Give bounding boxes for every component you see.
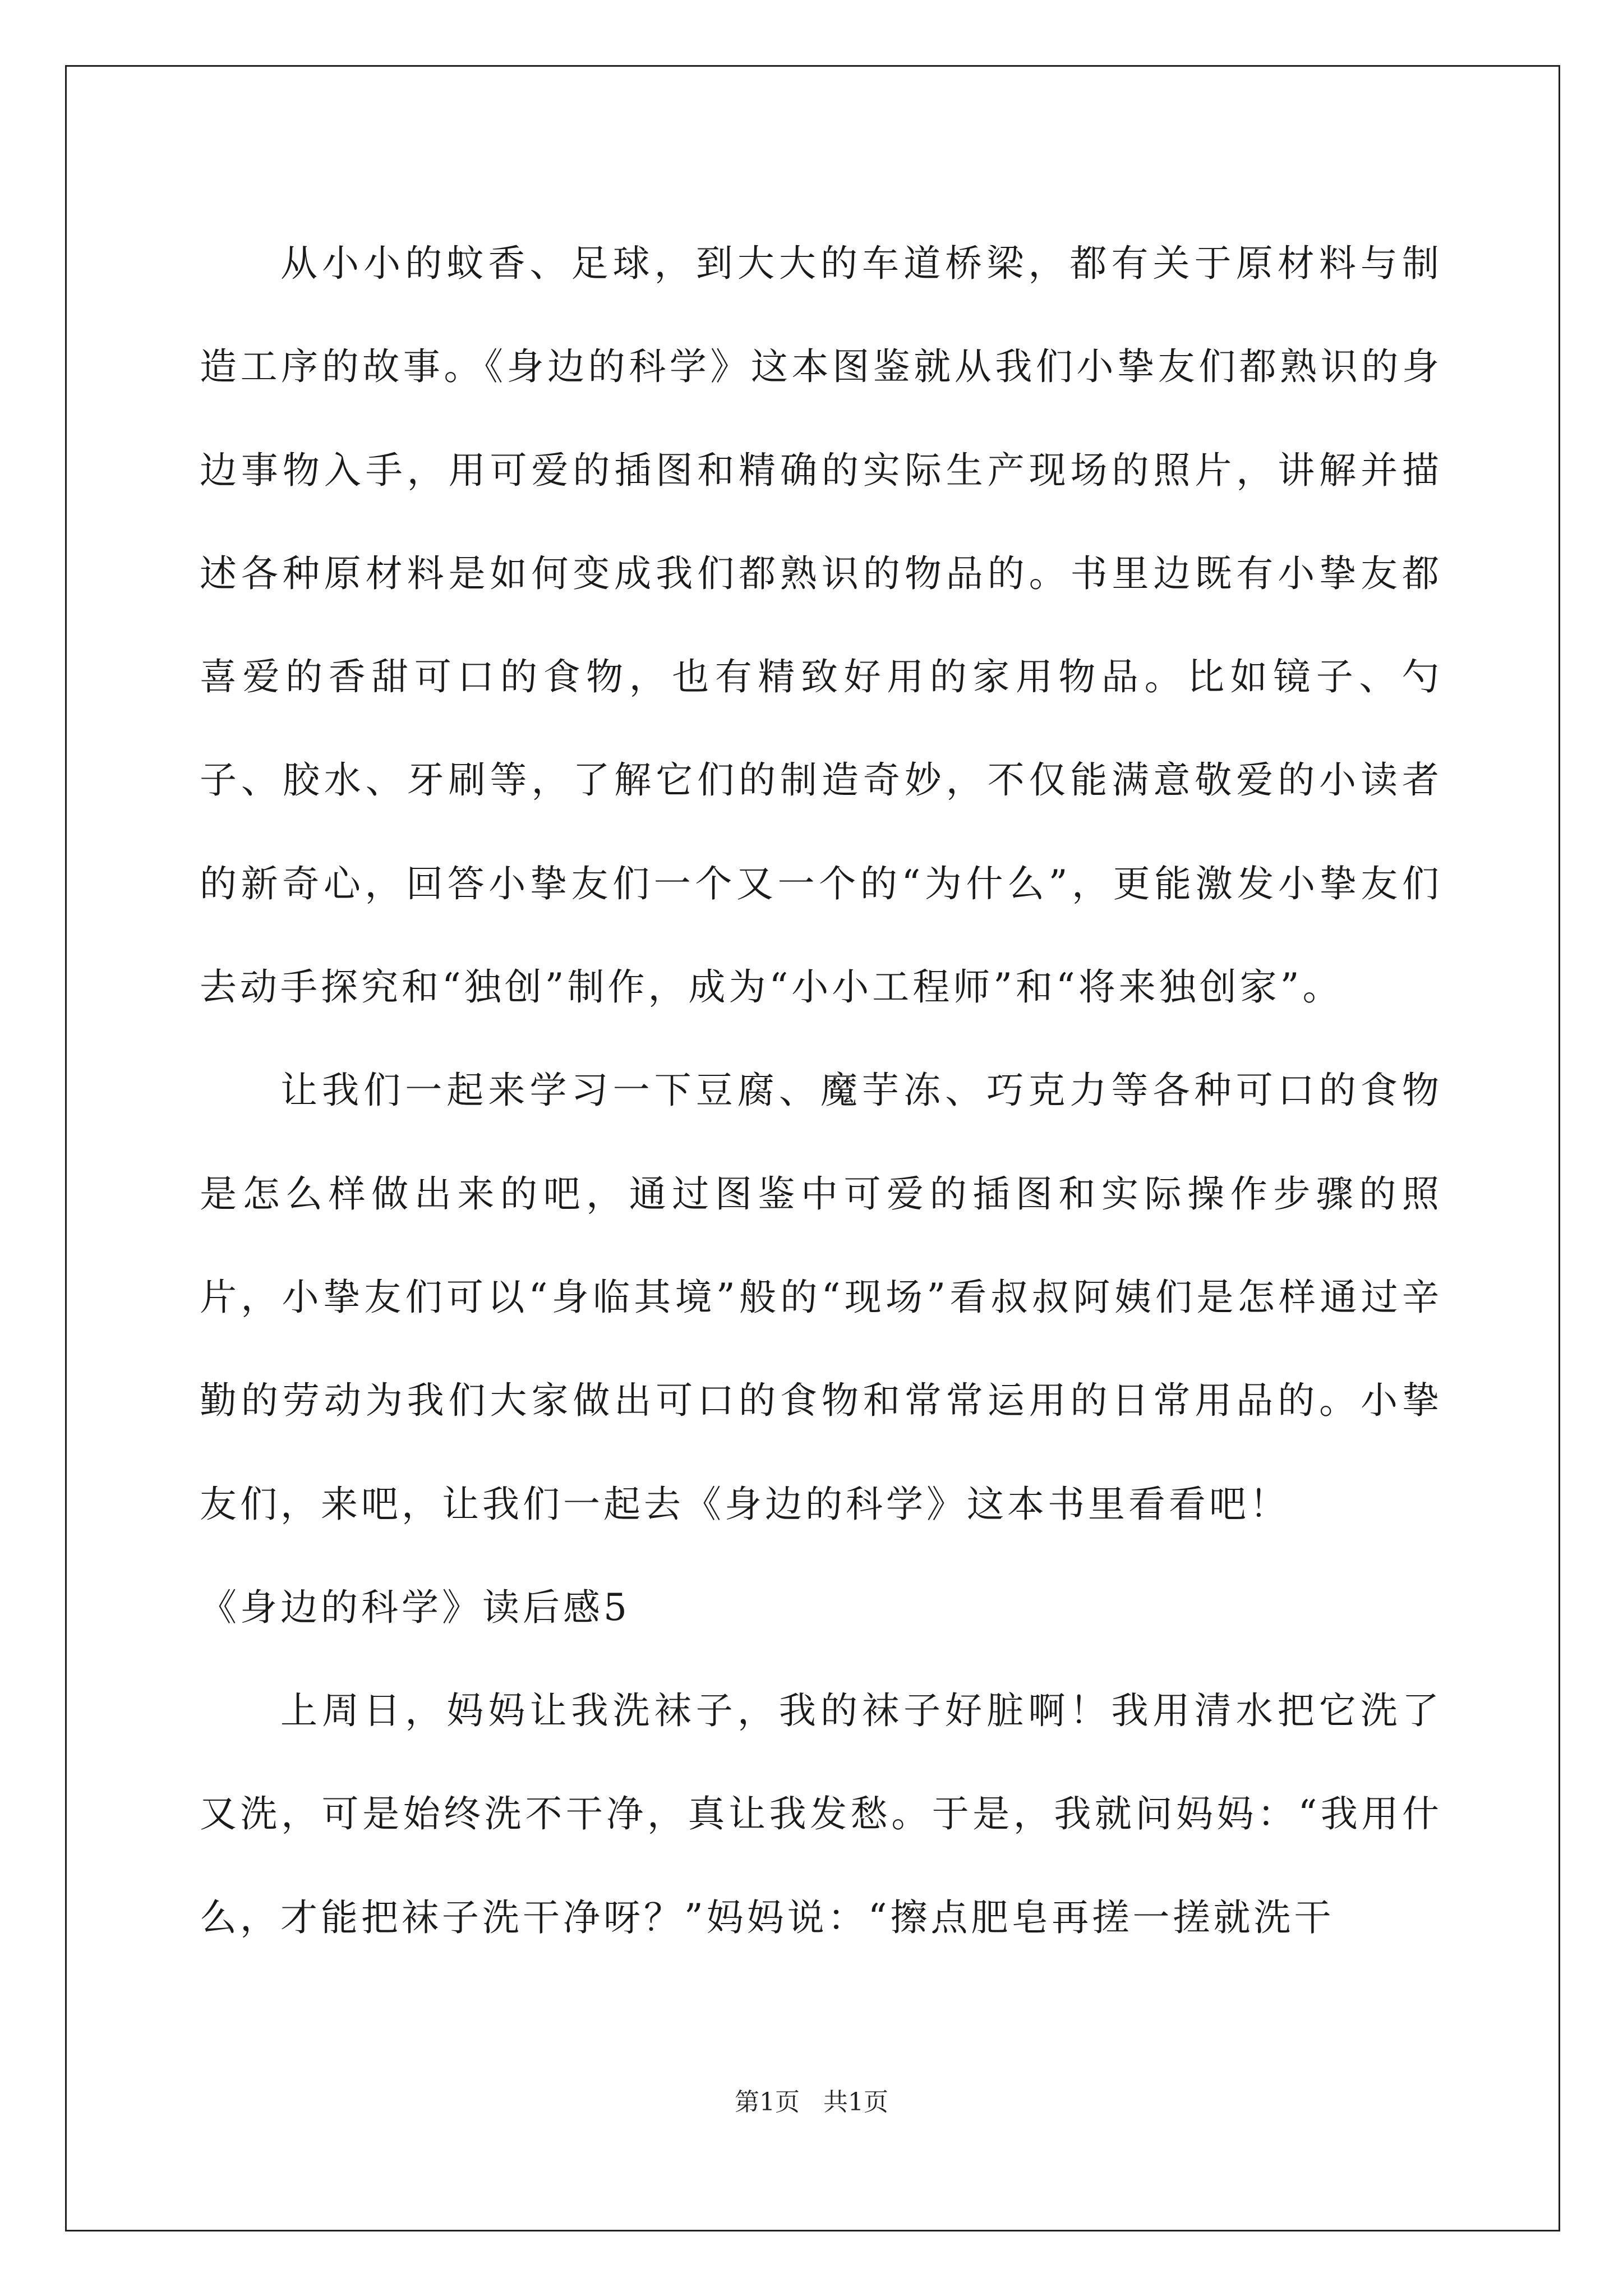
paragraph-2: 让我们一起来学习一下豆腐、魔芋冻、巧克力等各种可口的食物是怎么样做出来的吧，通过图鉴中可爱的插图和实际操作步骤的照片，小挚友们可以“身临其境”般的“现场”看叔叔阿姨们是怎样通过辛勤的劳动为我们大家做出可口的食物和常常运用的日常用品的。小挚友们，来吧，让我们一起去《身边的科学》这本书里看看吧！ — [200, 1069, 1442, 1526]
paragraph-1: 从小小的蚊香、足球，到大大的车道桥梁，都有关于原材料与制造工序的故事。《身边的科学》这本图鉴就从我们小挚友们都熟识的身边事物入手，用可爱的插图和精确的实际生产现场的照片，讲解并描述各种原材料是如何变成我们都熟识的物品的。书里边既有小挚友都喜爱的香甜可口的食物，也有精致好用的家用物品。比如镜子、勺子、胶水、牙刷等，了解它们的制造奇妙，不仅能满意敬爱的小读者的新奇心，回答小挚友们一个又一个的“为什么”，更能激发小挚友们去动手探究和“独创”制作，成为“小小工程师”和“将来独创家”。 — [200, 242, 1442, 1009]
paragraph-3: 上周日，妈妈让我洗袜子，我的袜子好脏啊！我用清水把它洗了又洗，可是始终洗不干净，真让我发愁。于是，我就问妈妈：“我用什么，才能把袜子洗干净呀？”妈妈说：“擦点肥皂再搓一搓就洗干 — [200, 1689, 1442, 1939]
section-heading: 《身边的科学》读后感5 — [200, 1585, 630, 1629]
document-body — [200, 212, 1442, 1970]
page-number: 第1页 — [735, 2088, 800, 2116]
page-footer — [0, 2086, 1623, 2119]
page-total: 共1页 — [823, 2088, 888, 2116]
